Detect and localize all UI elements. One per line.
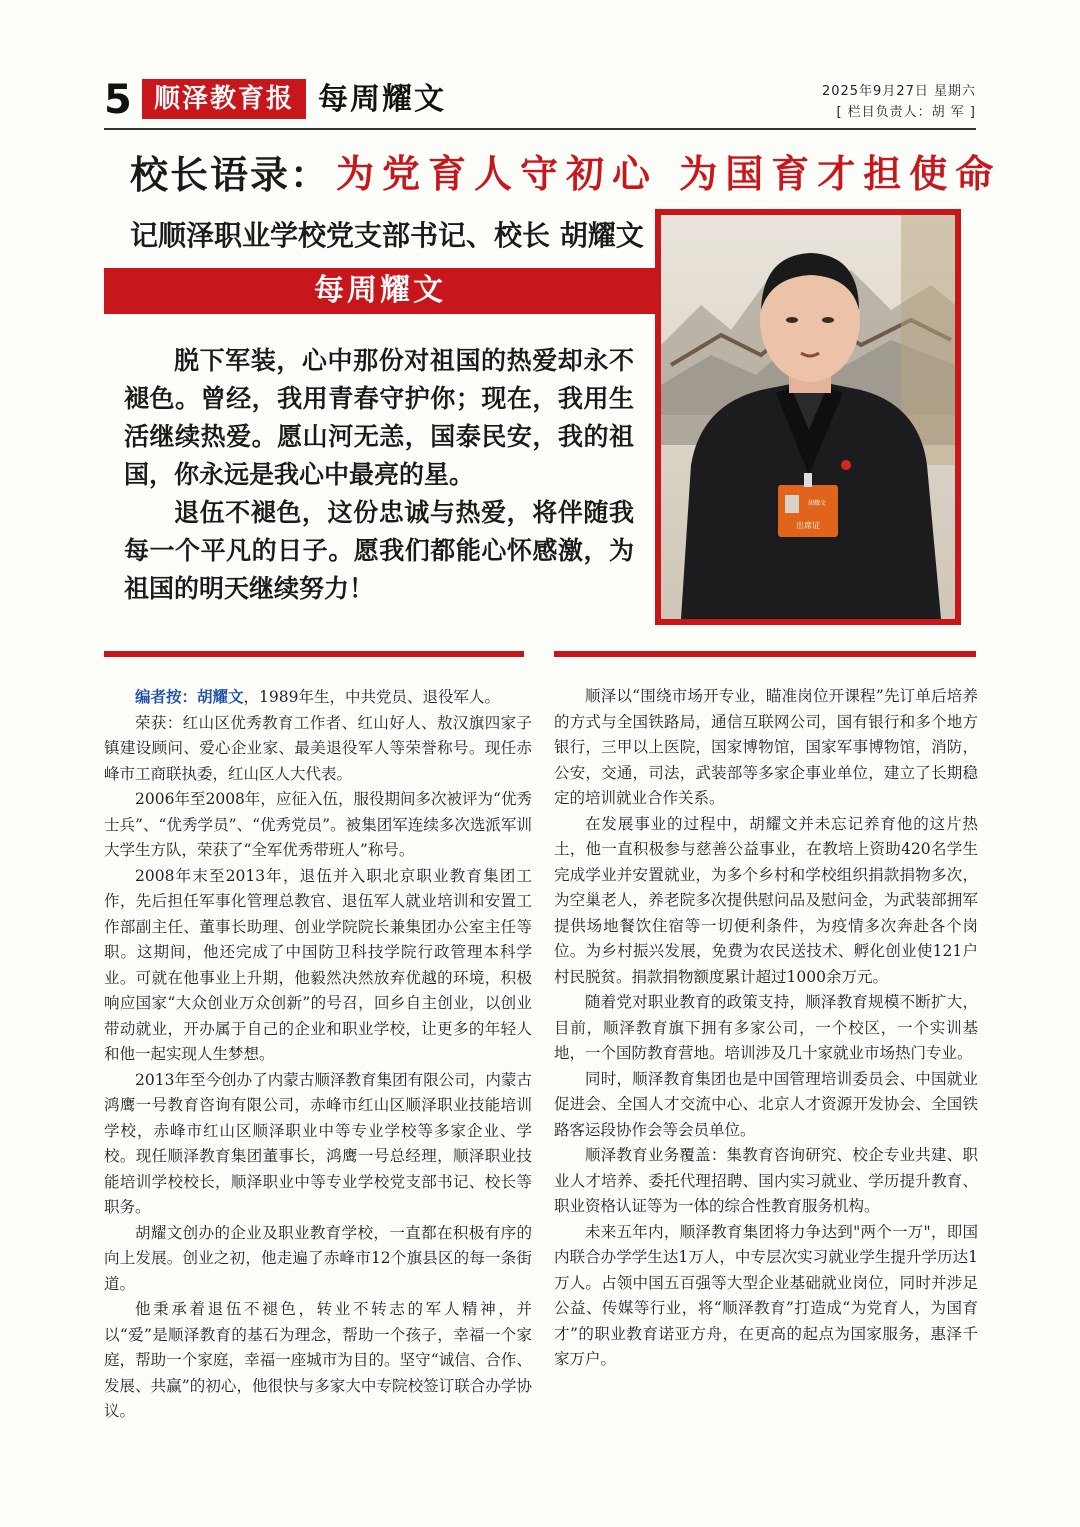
portrait-photo — [661, 215, 955, 619]
intro-quote — [124, 342, 634, 608]
column-editor: [ 栏目负责人：胡 军 ] — [836, 105, 976, 120]
portrait-frame — [655, 209, 961, 625]
article-paragraph: 荣获：红山区优秀教育工作者、红山好人、敖汉旗四家子镇建设顾问、爱心企业家、最美退役军人等荣誉称号。现任赤峰市工商联执委，红山区人大代表。 — [104, 713, 532, 783]
section-banner — [104, 268, 656, 314]
article-paragraph: 2013年至今创办了内蒙古顺泽教育集团有限公司，内蒙古鸿鹰一号教育咨询有限公司，赤峰市红山区顺泽职业技能培训学校，赤峰市红山区顺泽职业中等专业学校等多家企业、学校。现任顺泽教育集团董事长，鸿鹰一号总经理，顺泽职业技能培训学校校长，顺泽职业中等专业学校党支部书记、校长等职务。 — [104, 1070, 532, 1216]
editor-note-name: 胡耀文 — [197, 687, 244, 706]
article-paragraph: 在发展事业的过程中，胡耀文并未忘记养育他的这片热土，他一直积极参与慈善公益事业，在教培上资助420名学生完成学业并安置就业，为多个乡村和学校组织捐款捐物多次，为空巢老人，养老院多次提供慰问品及慰问金，为武装部拥军提供场地餐饮住宿等一切便利条件，为疫情多次奔赴各个岗位。为乡村振兴发展，免费为农民送技术、孵化创业使121户村民脱贫。捐款捐物额度累计超过1000余万元。 — [554, 814, 978, 986]
section-banner-text: 每周耀文 — [314, 273, 446, 308]
intro-paragraph: 脱下军装，心中那份对祖国的热爱却永不褪色。曾经，我用青春守护你；现在，我用生活继续热爱。愿山河无恙，国泰民安，我的祖国，你永远是我心中最亮的星。 — [124, 346, 634, 489]
article-paragraph: 顺泽教育业务覆盖：集教育咨询研究、校企专业共建、职业人才培养、委托代理招聘、国内实习就业、学历提升教育、职业资格认证等为一体的综合性教育服务机构。 — [554, 1146, 978, 1215]
column-rule-right — [554, 651, 976, 657]
article-paragraph: 同时，顺泽教育集团也是中国管理培训委员会、中国就业促进会、全国人才交流中心、北京人才资源开发协会、全国铁路客运段协作会等会员单位。 — [554, 1069, 978, 1139]
portrait-illustration — [661, 215, 955, 619]
article-paragraph: 胡耀文创办的企业及职业教育学校，一直都在积极有序的向上发展。创业之初，他走遍了赤峰市12个旗县区的每一条街道。 — [104, 1223, 532, 1293]
article-paragraph: 未来五年内，顺泽教育集团将力争达到"两个一万"，即国内联合办学学生达1万人，中专层次实习就业学生提升学历达1万人。占领中国五百强等大型企业基础就业岗位，同时并涉足公益、传媒等行业，将“顺泽教育”打造成“为党育人，为国育才”的职业教育诺亚方舟，在更高的起点为国家服务，惠泽千家万户。 — [554, 1222, 978, 1368]
editor-note-text: ，1989年生，中共党员、退役军人。 — [243, 688, 500, 706]
paper-name-logo: 顺泽教育报 — [142, 79, 306, 119]
article-paragraph: 顺泽以“围绕市场开专业，瞄准岗位开课程”先订单后培养的方式与全国铁路局，通信互联网公司，国有银行和多个地方银行，三甲以上医院，国家博物馆，国家军事博物馆，消防，公安，交通，司法，武装部等多家企事业单位，建立了长期稳定的培训就业合作关系。 — [554, 687, 978, 807]
editor-note — [104, 684, 532, 711]
article-paragraph: 他秉承着退伍不褪色，转业不转志的军人精神，并以“爱”是顺泽教育的基石为理念，帮助一个孩子，幸福一个家庭，帮助一个家庭，幸福一座城市为目的。坚守“诚信、合作、发展、共赢”的初心，他很快与多家大中专院校签订联合办学协议。 — [104, 1300, 532, 1420]
article-subtitle: 记顺泽职业学校党支部书记、校长 胡耀文 — [130, 219, 644, 252]
header-divider — [104, 128, 976, 130]
editor-note-label: 编者按： — [135, 687, 198, 706]
article-paragraph: 随着党对职业教育的政策支持，顺泽教育规模不断扩大，目前，顺泽教育旗下拥有多家公司，一个校区，一个实训基地，一个国防教育营地。培训涉及几十家就业市场热门专业。 — [554, 993, 978, 1062]
article-column-left — [104, 684, 532, 1425]
article-paragraph: 2006年至2008年，应征入伍，服役期间多次被评为“优秀士兵”、“优秀学员”、“优秀党员”。被集团军连续多次选派军训大学生方队，荣获了“全军优秀带班人”称号。 — [104, 790, 532, 859]
page-number: 5 — [104, 77, 132, 123]
intro-paragraph: 退伍不褪色，这份忠诚与热爱，将伴随我每一个平凡的日子。愿我们都能心怀感激，为祖国的明天继续努力！ — [124, 498, 634, 603]
badge-text: 胡耀文 — [807, 500, 827, 507]
title-label: 校长语录： — [130, 153, 331, 197]
article-column-right — [554, 684, 978, 1373]
article-paragraph: 2008年末至2013年，退伍并入职北京职业教育集团工作，先后担任军事化管理总教官、退伍军人就业培训和安置工作部副主任、董事长助理、创业学院院长兼集团办公室主任等职。这期间，他还完成了中国防卫科技学院行政管理本科学业。可就在他事业上升期，他毅然决然放弃优越的环境，积极响应国家“大众创业万众创新”的号召，回乡自主创业，以创业带动就业，开办属于自己的企业和职业学校，让更多的年轻人和他一起实现人生梦想。 — [104, 866, 532, 1063]
badge-label: 出席证 — [796, 521, 820, 530]
issue-date: 2025年9月27日 星期六 — [821, 84, 976, 99]
title-slogan: 为党育人守初心 为国育才担使命 — [336, 151, 1002, 196]
column-name: 每周耀文 — [318, 82, 446, 117]
column-rule-left — [104, 651, 524, 657]
